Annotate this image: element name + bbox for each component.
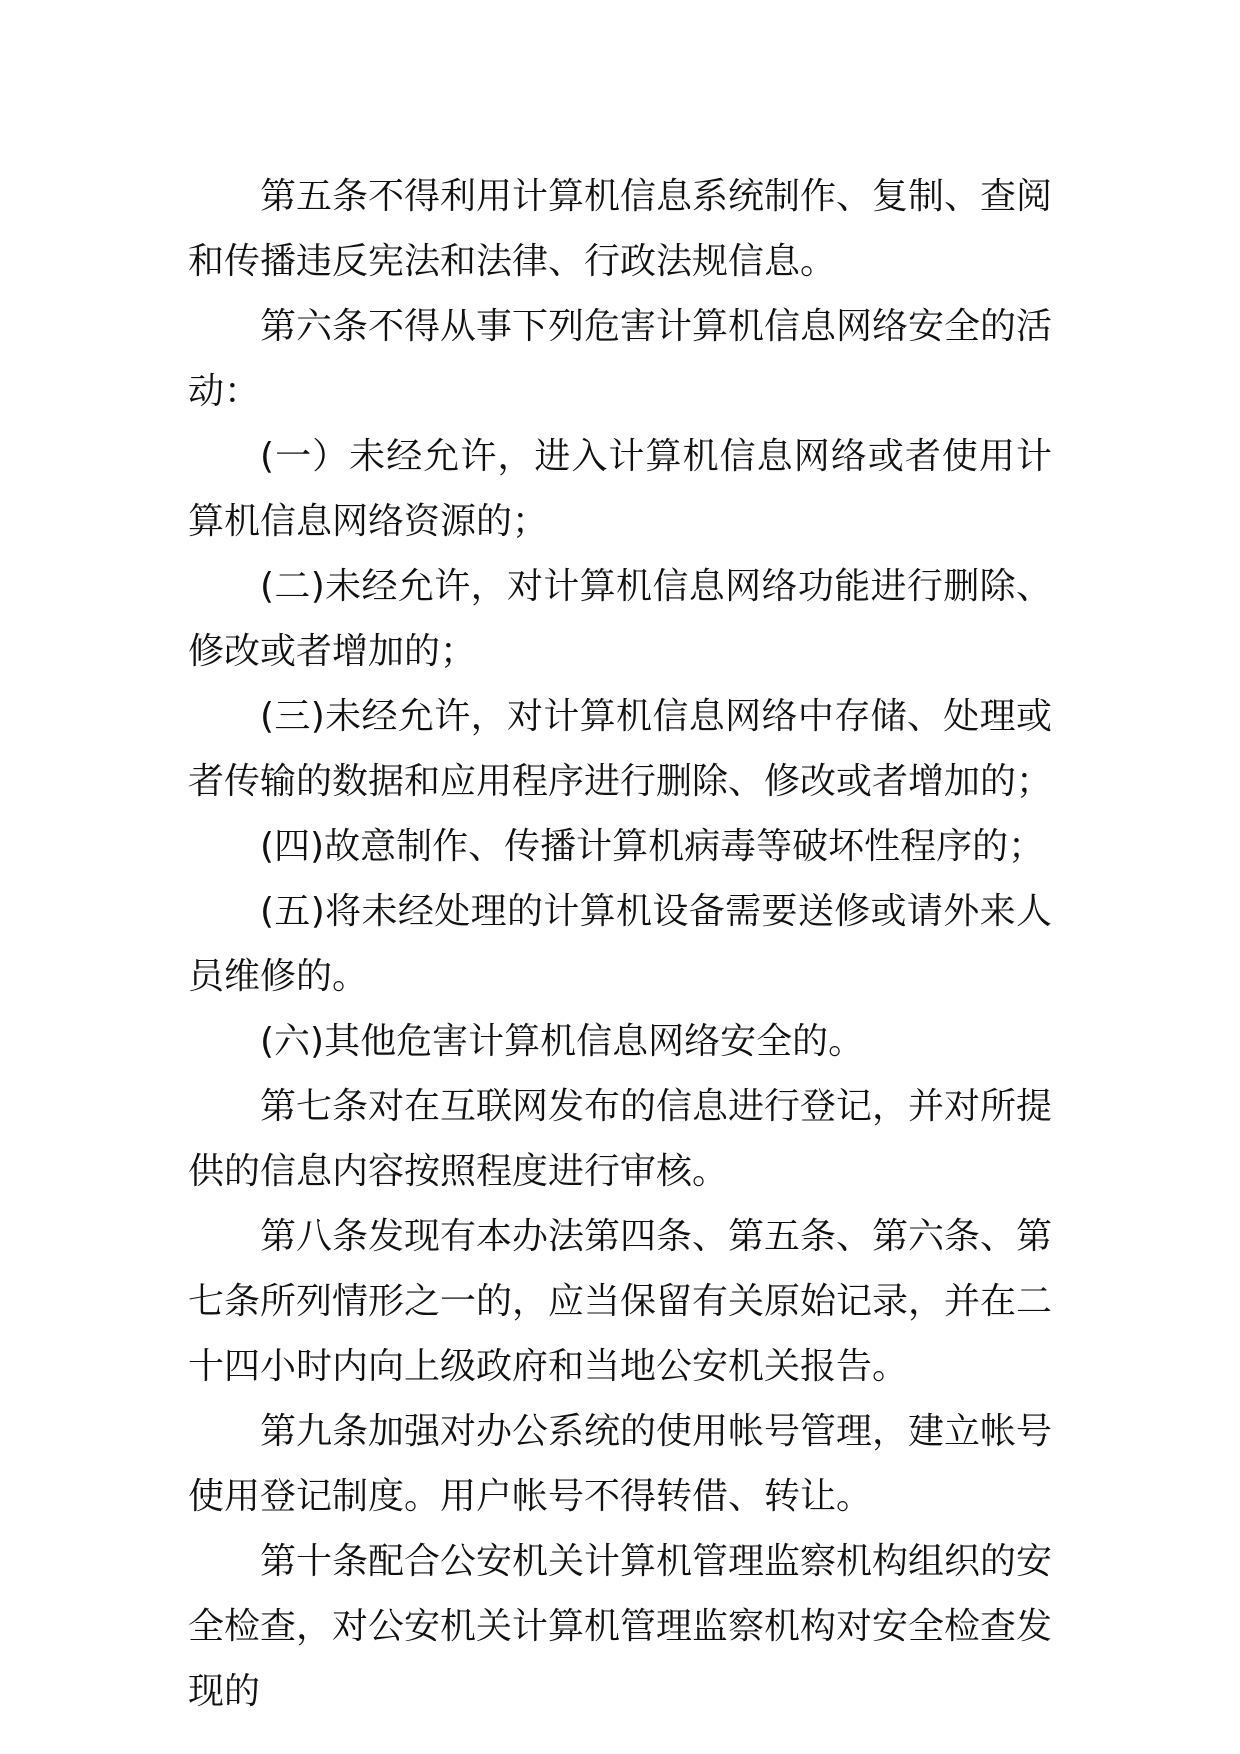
document-body [188, 164, 1052, 1724]
paragraph-article-5: 第五条不得利用计算机信息系统制作、复制、查阅和传播违反宪法和法律、行政法规信息。 [188, 176, 1053, 282]
paragraph-item-3: (三)未经允许，对计算机信息网络中存储、处理或者传输的数据和应用程序进行删除、修改或者增加的； [188, 696, 1053, 802]
paragraph-article-6: 第六条不得从事下列危害计算机信息网络安全的活动： [188, 306, 1053, 412]
paragraph-article-8: 第八条发现有本办法第四条、第五条、第六条、第七条所列情形之一的，应当保留有关原始记录，并在二十四小时内向上级政府和当地公安机关报告。 [188, 1216, 1053, 1387]
paragraph-item-2: (二)未经允许，对计算机信息网络功能进行删除、修改或者增加的； [188, 566, 1052, 672]
paragraph-item-1: (一）未经允许，进入计算机信息网络或者使用计算机信息网络资源的； [188, 436, 1052, 542]
paragraph-article-7: 第七条对在互联网发布的信息进行登记，并对所提供的信息内容按照程度进行审核。 [188, 1086, 1053, 1192]
paragraph-item-4: (四)故意制作、传播计算机病毒等破坏性程序的； [260, 826, 1045, 867]
paragraph-article-10: 第十条配合公安机关计算机管理监察机构组织的安全检查，对公安机关计算机管理监察机构对安全检查发现的 [188, 1541, 1053, 1712]
paragraph-item-5: (五)将未经处理的计算机设备需要送修或请外来人员维修的。 [188, 891, 1052, 997]
paragraph-item-6: (六)其他危害计算机信息网络安全的。 [260, 1021, 865, 1062]
paragraph-article-9: 第九条加强对办公系统的使用帐号管理，建立帐号使用登记制度。用户帐号不得转借、转让。 [188, 1411, 1053, 1517]
